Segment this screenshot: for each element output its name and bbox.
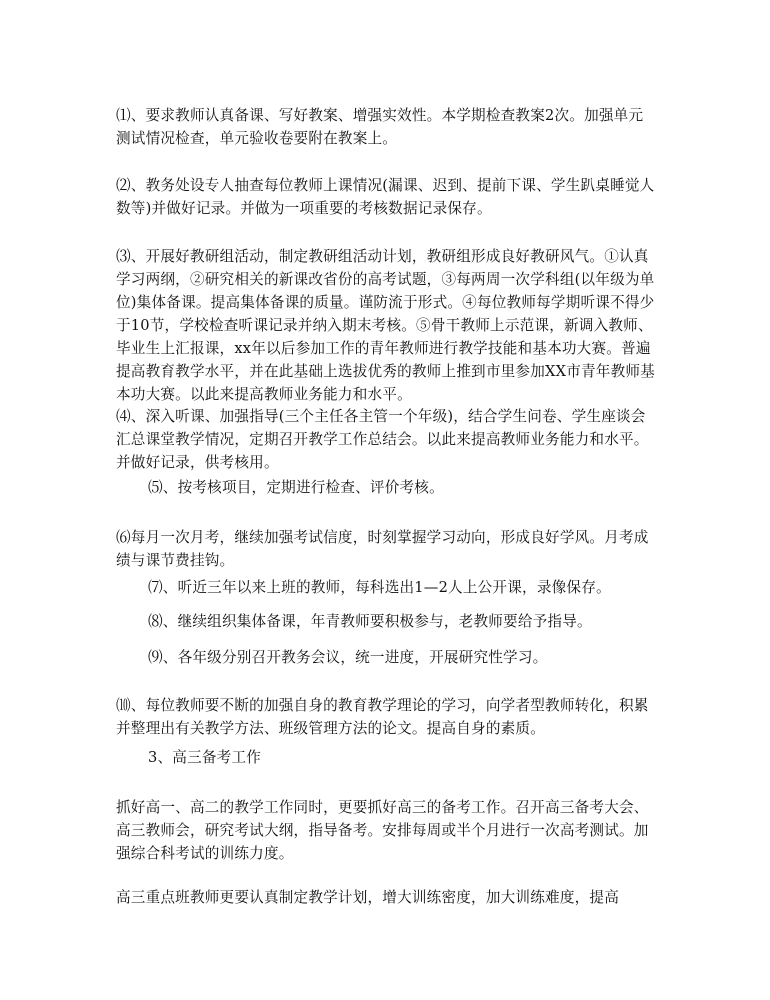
paragraph-9: ⑼、各年级分别召开教务会议，统一进度，开展研究性学习。 bbox=[148, 649, 548, 666]
section-heading: 3、高三备考工作 bbox=[148, 749, 262, 766]
paragraph-8: ⑻、继续组织集体备课，年青教师要积极参与，老教师要给予指导。 bbox=[148, 613, 592, 630]
paragraph-1: ⑴、要求教师认真备课、写好教案、增强实效性。本学期检查教案2次。加强单元测试情况检查，单元验收卷要附在教案上。 bbox=[116, 107, 644, 147]
paragraph-11: 抓好高一、高二的教学工作同时，更要抓好高三的备考工作。召开高三备考大会、高三教师会，研究考试大纲，指导备考。安排每周或半个月进行一次高考测试。加强综合科考试的训练力度。 bbox=[116, 799, 649, 862]
paragraph-12: 高三重点班教师更要认真制定教学计划，增大训练密度，加大训练难度，提高 bbox=[116, 889, 619, 906]
paragraph-5: ⑸、按考核项目，定期进行检查、评价考核。 bbox=[148, 479, 444, 496]
paragraph-4: ⑷、深入听课、加强指导(三个主任各主管一个年级)，结合学生问卷、学生座谈会汇总课堂教学情况，定期召开教学工作总结会。以此来提高教师业务能力和水平。并做好记录，供考核用。 bbox=[116, 408, 649, 471]
paragraph-6: ⑹每月一次月考，继续加强考试信度，时刻掌握学习动向，形成良好学风。月考成绩与课节费挂钩。 bbox=[116, 529, 649, 569]
paragraph-3: ⑶、开展好教研组活动，制定教研组活动计划，教研组形成良好教研风气。①认真学习两纲，②研究相关的新课改省份的高考试题，③每两周一次学科组(以年级为单位)集体备课。提高集体备课的质量。谨防流于形式。④每位教师每学期听课不得少于10节，学校检查听课记录并纳入期末考核。⑤骨干教师上示范课，新调入教师、毕业生上汇报课，xx年以后参加工作的青年教师进行教学技能和基本功大赛。普遍提高教育教学水平，并在此基础上选拔优秀的教师上推到市里参加XX市青年教师基本功大赛。以此来提高教师业务能力和水平。 bbox=[116, 248, 655, 403]
paragraph-10: ⑽、每位教师要不断的加强自身的教育教学理论的学习，向学者型教师转化，积累并整理出有关教学方法、班级管理方法的论文。提高自身的素质。 bbox=[116, 697, 649, 737]
paragraph-2: ⑵、教务处设专人抽查每位教师上课情况(漏课、迟到、提前下课、学生趴桌睡觉人数等)并做好记录。并做为一项重要的考核数据记录保存。 bbox=[116, 177, 655, 217]
paragraph-7: ⑺、听近三年以来上班的教师，每科选出1—2人上公开课，录像保存。 bbox=[148, 579, 611, 596]
